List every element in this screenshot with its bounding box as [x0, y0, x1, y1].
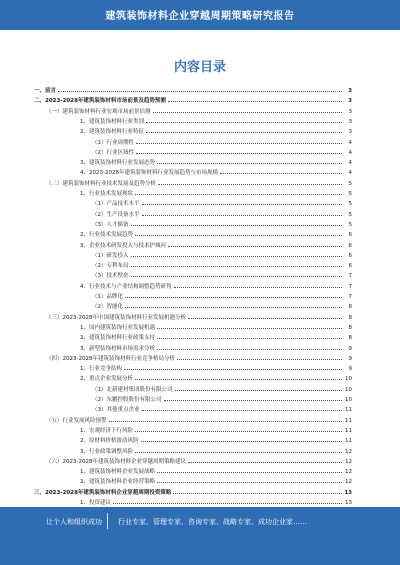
- toc-entry-label: 3、建筑装饰材料行业发展态势: [80, 160, 156, 167]
- toc-entry[interactable]: [80, 477, 352, 486]
- toc-title: 内容目录: [173, 60, 226, 75]
- toc-entry-page: 12: [345, 448, 352, 455]
- toc-entry[interactable]: [80, 127, 352, 136]
- toc-entry-label: （2）东鹏控股股份有限公司: [92, 397, 162, 403]
- toc-leader-dots: [146, 117, 342, 123]
- toc-leader-dots: [157, 344, 342, 350]
- toc-entry[interactable]: [80, 282, 352, 291]
- toc-leader-dots: [188, 313, 342, 319]
- toc-entry-page: 5: [348, 211, 352, 218]
- toc-entry-page: 4: [348, 139, 352, 146]
- toc-leader-dots: [136, 138, 342, 144]
- toc-leader-dots: [135, 447, 342, 453]
- toc-leader-dots: [142, 405, 343, 411]
- toc-leader-dots: [168, 96, 342, 102]
- toc-entry-label: 1、投资建议: [80, 500, 111, 506]
- toc-entry[interactable]: [92, 302, 352, 311]
- toc-entry-label: 2、原材料价格波动风险: [80, 438, 139, 445]
- toc-entry-label: 2、建筑装饰材料企业经营策略: [80, 479, 156, 486]
- report-title: 建筑装饰材料企业穿越周期策略研究报告: [105, 11, 295, 22]
- toc-entry[interactable]: [46, 179, 352, 188]
- toc-entry[interactable]: [80, 498, 352, 507]
- toc-entry[interactable]: [92, 261, 352, 270]
- toc-entry[interactable]: [80, 467, 352, 476]
- toc-entry[interactable]: [80, 333, 352, 342]
- toc-entry-page: 3: [348, 88, 352, 94]
- toc-entry[interactable]: [80, 447, 352, 456]
- toc-entry-page: 3: [348, 129, 352, 136]
- toc-leader-dots: [135, 374, 342, 380]
- toc-entry[interactable]: [92, 395, 352, 404]
- toc-entry[interactable]: [46, 313, 352, 322]
- toc-entry-page: 11: [345, 407, 352, 414]
- toc-entry-label: 3、新型装饰材料市场需求分析: [80, 345, 156, 352]
- toc-entry-label: 1、建筑装饰材料企业发展战略: [80, 469, 156, 476]
- toc-entry-page: 8: [348, 335, 352, 342]
- toc-entry-page: 9: [348, 366, 352, 373]
- toc-entry-label: 1、行业竞争结构: [80, 366, 122, 373]
- toc-leader-dots: [164, 395, 342, 401]
- toc-entry-label: （3）人才储备: [92, 221, 129, 228]
- toc-entry-page: 7: [348, 283, 352, 290]
- toc-entry-label: （五）行业发展风险预警: [46, 417, 107, 424]
- toc-leader-dots: [135, 189, 342, 195]
- toc-leader-dots: [157, 333, 342, 339]
- toc-entry-label: 2、建筑装饰材料行业特征: [80, 129, 145, 136]
- toc-leader-dots: [142, 199, 343, 205]
- toc-entry[interactable]: [46, 354, 352, 363]
- toc-entry-page: 4: [348, 170, 352, 177]
- toc-entry-page: 6: [348, 252, 352, 259]
- toc-entry[interactable]: [80, 168, 352, 177]
- toc-leader-dots: [174, 282, 342, 288]
- toc-entry-label: 一、前言: [34, 88, 57, 94]
- toc-entry-page: 6: [348, 232, 352, 239]
- toc-entry-page: 5: [348, 180, 352, 187]
- toc-entry[interactable]: [92, 292, 352, 301]
- toc-entry[interactable]: [80, 323, 352, 332]
- toc-entry[interactable]: [92, 251, 352, 260]
- toc-entry-page: 9: [348, 355, 352, 362]
- toc-entry-page: 3: [348, 108, 352, 115]
- toc-entry[interactable]: [34, 488, 352, 497]
- toc-leader-dots: [157, 158, 342, 164]
- toc-entry-page: 5: [348, 201, 352, 208]
- toc-entry-page: 12: [345, 458, 352, 465]
- toc-entry[interactable]: [34, 96, 352, 105]
- toc-entry-page: 11: [345, 417, 352, 424]
- toc-entry-page: 8: [348, 324, 352, 331]
- toc-entry-page: 8: [348, 314, 352, 321]
- toc-entry-page: 4: [348, 149, 352, 156]
- toc-entry-page: 10: [345, 376, 352, 383]
- footer-slogan: 让个人和组织成功: [46, 518, 102, 526]
- toc-leader-dots: [157, 477, 342, 483]
- toc-entry-label: （1）产品技术水平: [92, 201, 140, 208]
- toc-entry[interactable]: [92, 199, 352, 208]
- toc-entry[interactable]: [80, 241, 352, 250]
- toc-entry-label: 1、国内建筑装饰行业发展机遇: [80, 324, 156, 331]
- toc-entry[interactable]: [46, 107, 352, 116]
- toc-entry-page: 7: [348, 273, 352, 280]
- toc-entry-label: （2）智能化: [92, 304, 123, 311]
- toc-entry[interactable]: [92, 385, 352, 394]
- toc-entry-label: 3、行业政策调整风险: [80, 448, 133, 455]
- toc-leader-dots: [142, 210, 343, 216]
- toc-entry-page: 9: [348, 345, 352, 352]
- toc-entry[interactable]: [92, 220, 352, 229]
- toc-entry-label: 1、行业技术发展现状: [80, 191, 133, 197]
- toc-leader-dots: [135, 230, 342, 236]
- toc-entry-label: 2、重点企业发展分析: [80, 376, 133, 383]
- toc-entry-page: 10: [345, 397, 352, 403]
- toc-entry-page: 11: [345, 427, 352, 434]
- toc-entry-label: （3）其他重点企业: [92, 407, 140, 414]
- toc-leader-dots: [131, 271, 343, 277]
- footer-divider: [107, 513, 108, 529]
- toc-entry[interactable]: [80, 374, 352, 383]
- toc-leader-dots: [157, 467, 342, 473]
- toc-leader-dots: [131, 261, 343, 267]
- toc-entry-page: 7: [348, 294, 352, 300]
- toc-leader-dots: [131, 220, 343, 226]
- toc-entry-label: 1、建筑装饰材料行业类别: [80, 118, 145, 125]
- toc-leader-dots: [141, 436, 342, 442]
- toc-leader-dots: [124, 364, 342, 370]
- toc-entry-page: 10: [345, 386, 352, 393]
- toc-entry-label: 2、行业技术发展趋势: [80, 232, 133, 239]
- toc-leader-dots: [188, 457, 342, 463]
- toc-entry[interactable]: [92, 138, 352, 147]
- toc-entry[interactable]: [92, 271, 352, 280]
- toc-leader-dots: [177, 354, 342, 360]
- toc-leader-dots: [109, 416, 342, 422]
- footer-experts: 行业专家、管理专家、咨询专家、战略专家、成功企业家……: [118, 518, 307, 526]
- toc-leader-dots: [125, 302, 342, 308]
- toc-entry-page: 3: [348, 98, 352, 105]
- toc-entry-page: 12: [345, 469, 352, 476]
- toc-entry[interactable]: [80, 189, 352, 198]
- toc-leader-dots: [136, 148, 342, 154]
- toc-entry-label: 1、宏观经济下行风险: [80, 427, 133, 434]
- toc-entry[interactable]: [80, 230, 352, 239]
- toc-entry-label: （四）2023-2028年建筑装饰材料行业竞争格局分析: [46, 355, 175, 362]
- toc-entry-label: （1）品牌化: [92, 294, 123, 300]
- toc-leader-dots: [146, 127, 342, 133]
- toc-leader-dots: [220, 168, 342, 174]
- toc-entry-page: 6: [348, 263, 352, 270]
- toc-leader-dots: [153, 107, 342, 113]
- toc-leader-dots: [131, 251, 343, 257]
- toc-entry[interactable]: [80, 117, 352, 126]
- toc-entry-label: （六）2023-2028年建筑装饰材料企业穿越周期策略建议: [46, 458, 186, 465]
- toc-entry[interactable]: [92, 210, 352, 219]
- page-header: [0, 0, 400, 30]
- toc-entry-label: （1）行业周期性: [92, 139, 134, 146]
- toc-entry-label: （1）研发投入: [92, 252, 129, 259]
- toc-entry-page: 4: [348, 160, 352, 167]
- toc-entry-label: （2）专利布局: [92, 263, 129, 270]
- toc-leader-dots: [125, 292, 342, 298]
- toc-entry-label: （3）技术壁垒: [92, 273, 129, 280]
- toc-leader-dots: [58, 86, 342, 92]
- toc-leader-dots: [113, 498, 342, 504]
- toc-entry-page: 13: [344, 489, 352, 496]
- toc-entry-label: 4、2023-2028年建筑装饰材料行业发展趋势与市场规模: [80, 170, 218, 177]
- toc-entry-page: 6: [348, 242, 352, 249]
- toc-entry-label: 3、企业技术研发投入与技术护城河: [80, 242, 167, 249]
- toc-entry[interactable]: [80, 364, 352, 373]
- toc-leader-dots: [158, 179, 342, 185]
- toc-entry[interactable]: [80, 426, 352, 435]
- toc-entry-label: 三、2023-2028年建筑装饰材料企业穿越周期投资策略: [34, 489, 172, 496]
- toc-leader-dots: [135, 426, 342, 432]
- toc-entry-page: 11: [345, 438, 352, 445]
- toc-entry-label: （2）行业区域性: [92, 149, 134, 156]
- toc-entry[interactable]: [80, 158, 352, 167]
- toc-leader-dots: [175, 385, 342, 391]
- toc-leader-dots: [168, 241, 342, 247]
- toc-entry[interactable]: [92, 148, 352, 157]
- toc-entry[interactable]: [80, 344, 352, 353]
- toc-entry-label: （1）北新建材集团股份有限公司: [92, 386, 173, 393]
- toc-entry[interactable]: [46, 457, 352, 466]
- toc-entry[interactable]: [80, 436, 352, 445]
- toc-entry-page: 5: [348, 221, 352, 228]
- toc-entry[interactable]: [46, 416, 352, 425]
- toc-entry-label: （一）建筑装饰材料行业宏观市场前景估测: [46, 108, 151, 115]
- toc-entry-label: （二）建筑装饰材料行业技术发展及趋势分析: [46, 180, 157, 187]
- toc-entry[interactable]: [92, 405, 352, 414]
- toc-leader-dots: [157, 323, 342, 329]
- toc-entry-label: 二、2023-2028年建筑装饰材料市场前景及趋势预测: [34, 98, 166, 105]
- toc-entry-page: 5: [348, 191, 352, 197]
- toc-entry-page: 12: [345, 479, 352, 486]
- toc-entry-label: （三）2023-2028年中国建筑装饰材料行业发展机遇分析: [46, 314, 186, 321]
- toc-entry[interactable]: [34, 86, 352, 95]
- toc-entry-page: 13: [345, 500, 352, 506]
- toc-entry-page: 3: [348, 118, 352, 125]
- toc-entry-label: 2、建筑装饰材料行业政策支持: [80, 335, 156, 342]
- toc-leader-dots: [173, 488, 342, 494]
- toc-entry-label: （2）生产设备水平: [92, 211, 140, 218]
- toc-entry-page: 8: [348, 304, 352, 311]
- page-footer: [0, 507, 400, 565]
- toc-entry-label: 4、行业技术与产业结构调整趋势研判: [80, 283, 172, 290]
